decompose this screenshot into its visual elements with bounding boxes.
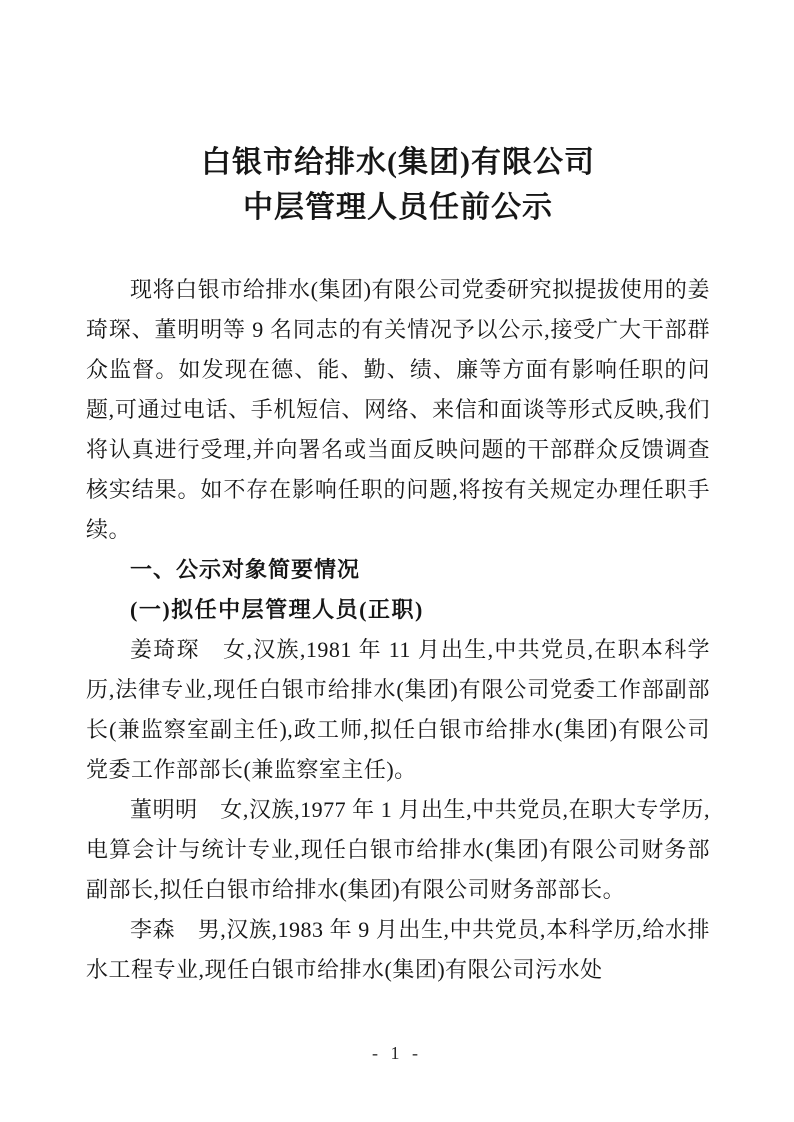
profile-paragraph-jiang-qichen: 姜琦琛 女,汉族,1981 年 11 月出生,中共党员,在职本科学历,法律专业,现任白银市给排水(集团)有限公司党委工作部副部长(兼监察室副主任),政工师,拟任白银市给排水(集团)有限公司党委工作部部长(兼监察室主任)。 [86, 637, 710, 782]
page-number: - 1 - [372, 1043, 422, 1063]
document-title-line-2: 中层管理人员任前公示 [243, 191, 553, 224]
section-heading-overview: 一、公示对象简要情况 [130, 557, 361, 582]
profile-paragraph-li-sen: 李森 男,汉族,1983 年 9 月出生,中共党员,本科学历,给水排水工程专业,现任白银市给排水(集团)有限公司污水处 [86, 917, 710, 982]
subsection-heading-principal-positions: (一)拟任中层管理人员(正职) [130, 597, 424, 622]
document-title-line-1: 白银市给排水(集团)有限公司 [201, 146, 595, 179]
document-title [86, 140, 710, 230]
intro-paragraph: 现将白银市给排水(集团)有限公司党委研究拟提拔使用的姜琦琛、董明明等 9 名同志的有关情况予以公示,接受广大干部群众监督。如发现在德、能、勤、绩、廉等方面有影响任职的问题,可通过电话、手机短信、网络、来信和面谈等形式反映,我们将认真进行受理,并向署名或当面反映问题的干部群众反馈调查核实结果。如不存在影响任职的问题,将按有关规定办理任职手续。 [86, 277, 710, 542]
profile-paragraph-dong-mingming: 董明明 女,汉族,1977 年 1 月出生,中共党员,在职大专学历,电算会计与统计专业,现任白银市给排水(集团)有限公司财务部副部长,拟任白银市给排水(集团)有限公司财务部部长。 [86, 797, 710, 902]
